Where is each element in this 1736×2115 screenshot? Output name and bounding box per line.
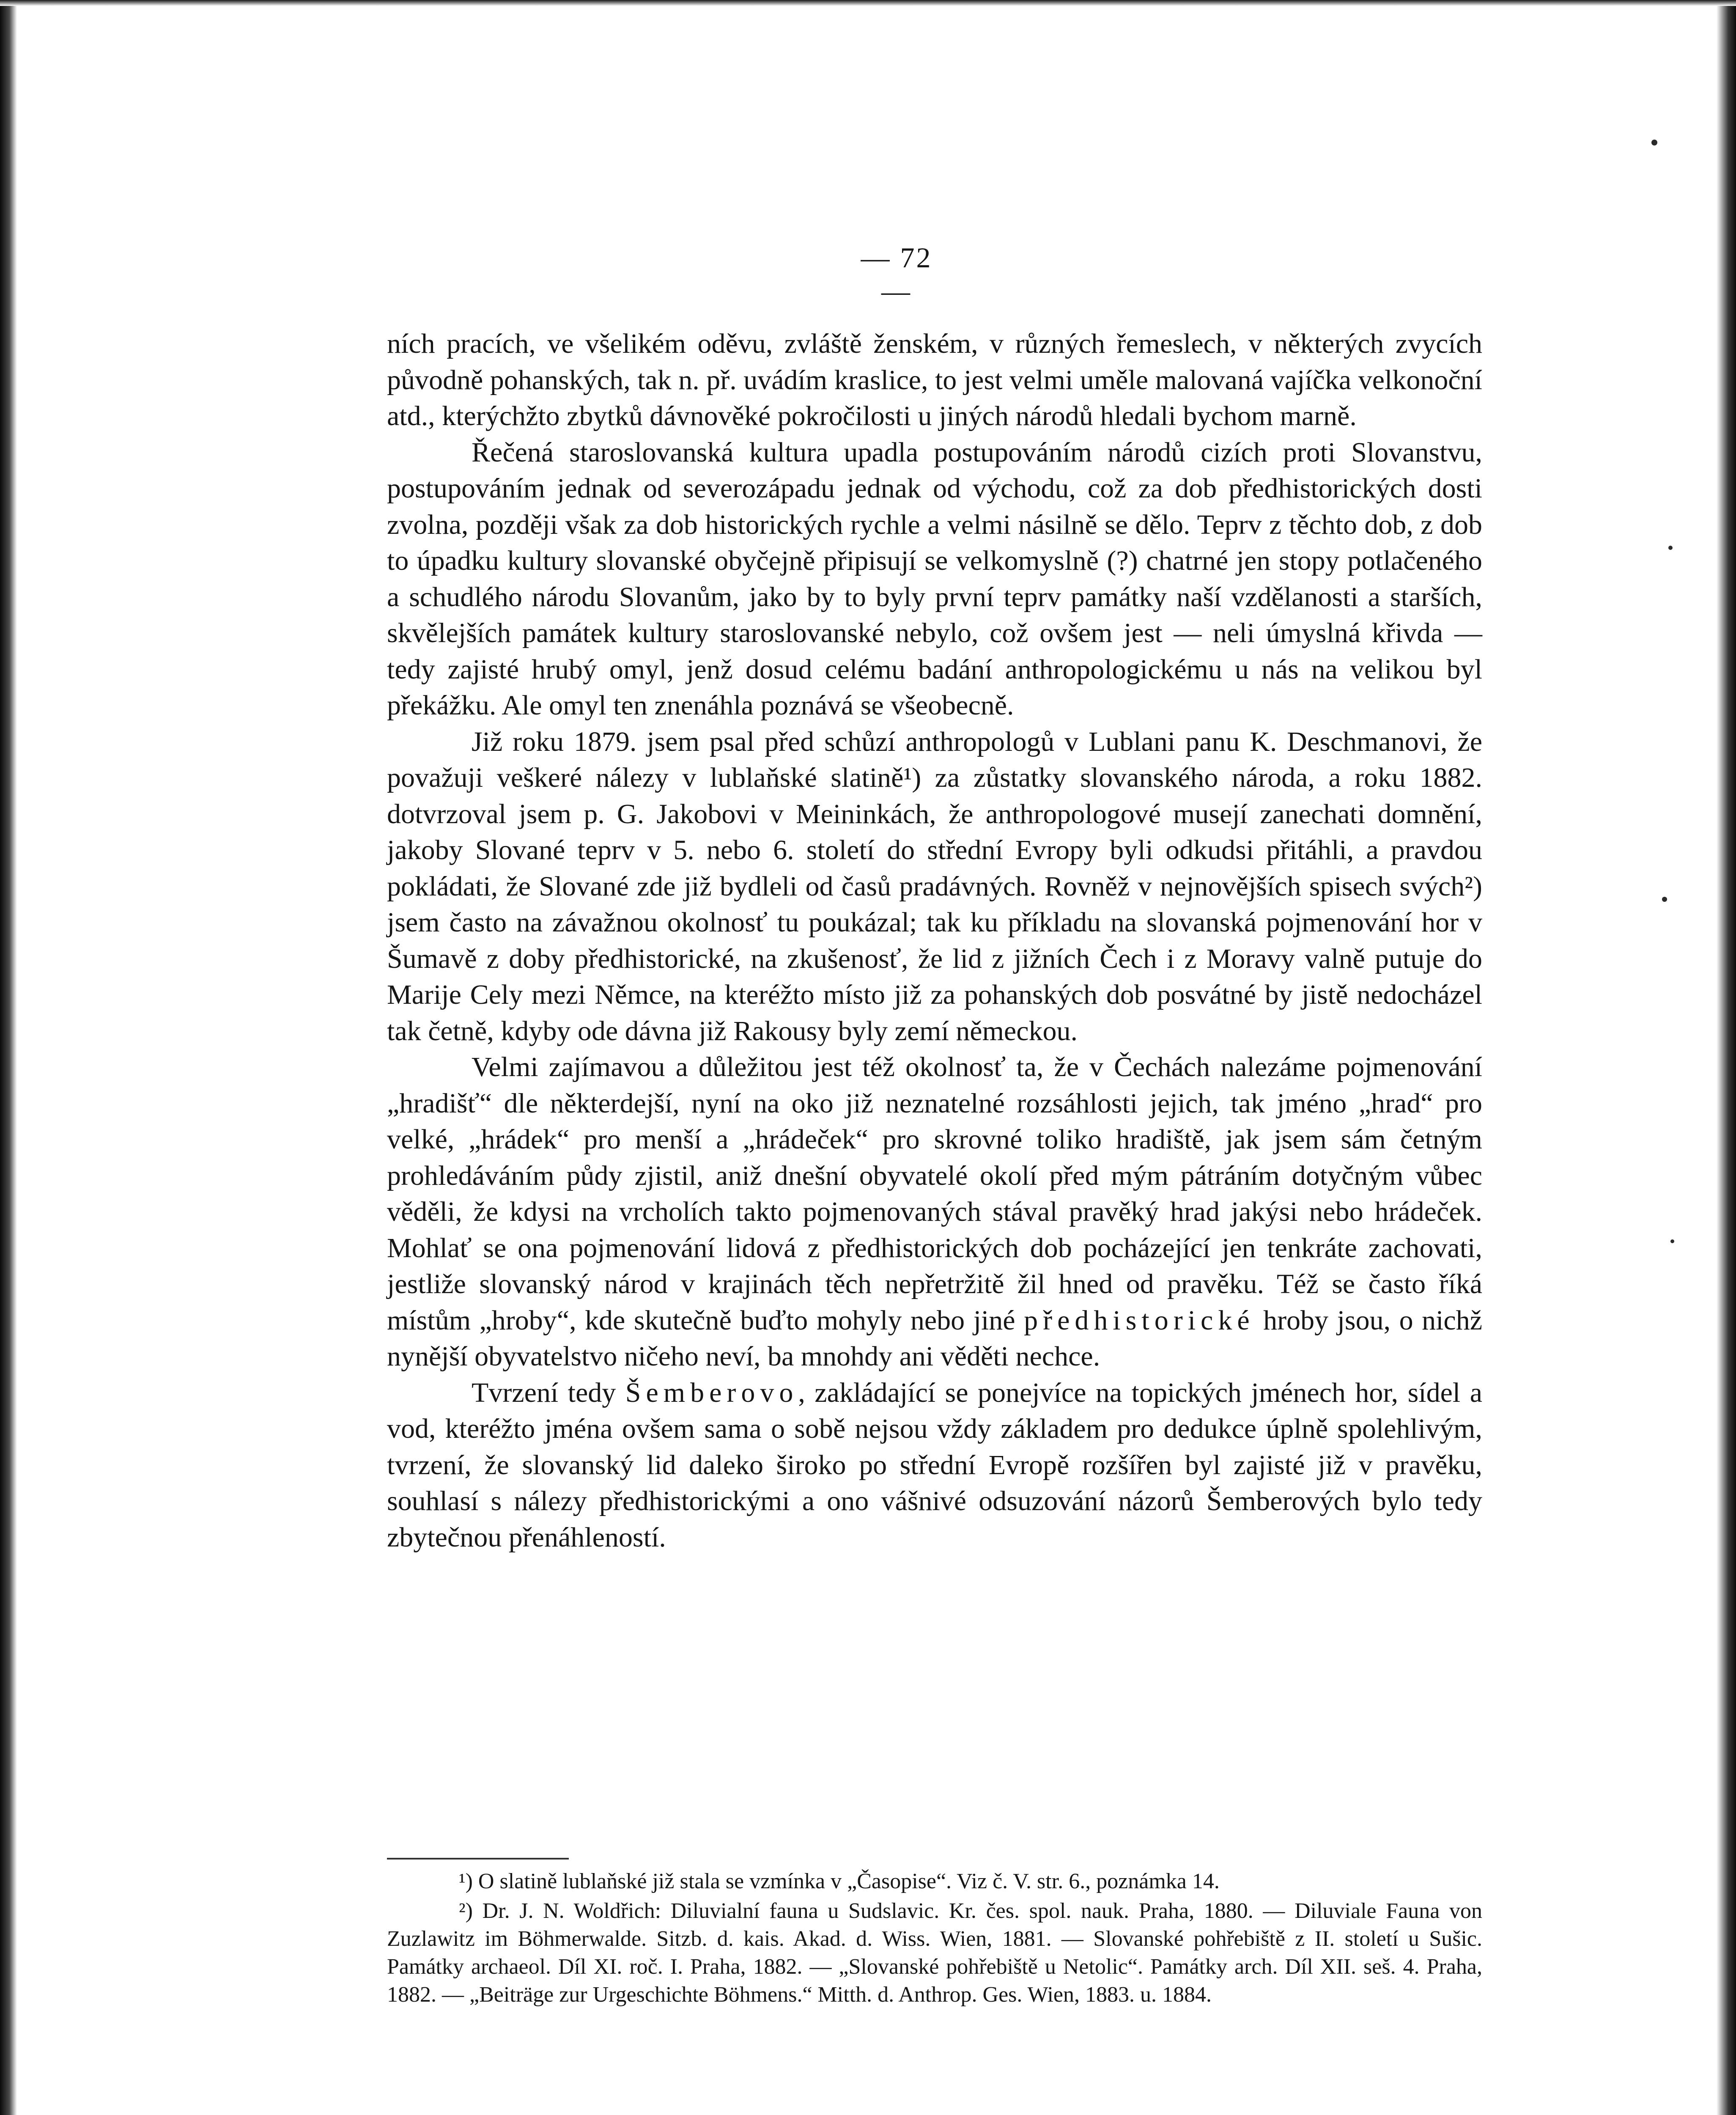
paragraph-text: Tvrzení tedy bbox=[472, 1377, 625, 1408]
scan-shadow-left bbox=[0, 0, 17, 2115]
paragraph bbox=[387, 1375, 1482, 1556]
paragraph-text: ních pracích, ve všelikém oděvu, zvláště ženském, v různých řemeslech, v některých zvycích původně pohanských, tak n. př. uvádím kraslice, to jest velmi uměle malovaná vajíčka velkonoční atd., kterýchžto zbytků dávnověké pokročilosti u jiných národů hledali bychom marně. bbox=[387, 328, 1482, 431]
scan-speck bbox=[1670, 1239, 1674, 1243]
footnote-divider bbox=[387, 1858, 569, 1860]
footnotes bbox=[387, 1868, 1482, 2011]
scan-speck bbox=[1662, 897, 1667, 902]
paragraph bbox=[387, 1049, 1482, 1375]
paragraph-text: Řečená staroslovanská kultura upadla postupováním národů cizích proti Slovanstvu, postupováním jednak od severozápadu jednak od východu, což za dob předhistorických dosti zvolna, později však za dob historických rychle a velmi násilně se dělo. Teprv z těchto dob, z dob to úpadku kultury slovanské obyčejně připisují se velkomyslně (?) chatrné jen stopy potlačeného a schudlého národu Slovanům, jako by to byly první teprv památky naší vzdělanosti a starších, skvělejších památek kultury staroslovanské nebylo, což ovšem jest — neli úmyslná křivda — tedy zajisté hrubý omyl, jenž dosud celému badání anthropologickému u nás na velikou byl překážku. Ale omyl ten znenáhla poznává se všeobecně. bbox=[387, 437, 1482, 721]
paragraph-text: Velmi zajímavou a důležitou jest též okolnosť ta, že v Čechách nalezáme pojmenování „hradišť“ dle některdejší, nyní na oko již neznatelné rozsáhlosti jejich, tak jméno „hrad“ pro velké, „hrádek“ pro menší a „hrádeček“ pro skrovné toliko hradiště, jak jsem sám četným prohledáváním půdy zjistil, aniž dnešní obyvatelé okolí před mým pátráním dotyčným vůbec věděli, že kdysi na vrcholích takto pojmenovaných stával pravěký hrad jakýsi nebo hrádeček. Mohlať se ona pojmenování lidová z předhistorických dob pocházející jen tenkráte zachovati, jestliže slovanský národ v krajinách těch nepřetržitě žil hned od pravěku. Též se často říká místům „hroby“, kde skutečně buďto mohyly nebo jiné bbox=[387, 1052, 1482, 1336]
scan-speck bbox=[1668, 546, 1673, 550]
body-text bbox=[387, 326, 1482, 1555]
footnote: ²) Dr. J. N. Woldřich: Diluvialní fauna u Sudslavic. Kr. čes. spol. nauk. Praha, 1880. — Diluviale Fauna von Zuzlawitz im Böhmerwalde. Sitzb. d. kais. Akad. d. Wiss. Wien, 1881. — Slovanské pohřebiště z II. století u Sušic. Památky archaeol. Díl XI. roč. I. Praha, 1882. — „Slovanské pohřebiště u Netolic“. Památky arch. Díl XII. seš. 4. Praha, 1882. — „Beiträge zur Urgeschichte Böhmens.“ Mitth. d. Anthrop. Ges. Wien, 1883. u. 1884. bbox=[387, 1899, 1482, 2007]
footnote: ¹) O slatině lublaňské již stala se vzmínka v „Časopise“. Viz č. V. str. 6., poznámka 14. bbox=[459, 1869, 1220, 1893]
scan-speck bbox=[1651, 140, 1657, 146]
scan-shadow-right bbox=[1717, 0, 1736, 2115]
spaced-emphasis: předhistorické bbox=[1024, 1305, 1255, 1336]
paragraph bbox=[387, 434, 1482, 724]
spaced-emphasis: Šemberovo bbox=[625, 1377, 798, 1408]
page-number: — 72 — bbox=[861, 242, 932, 307]
paragraph-text: , zakládající se ponejvíce na topických jménech hor, sídel a vod, kteréžto jména ovšem sama o sobě nejsou vždy základem pro dedukce úplně spolehlivým, tvrzení, že slovanský lid daleko široko po střední Evropě rozšířen byl zajisté již v pravěku, souhlasí s nálezy předhistorickými a ono vášnivé odsuzování názorů Šemberových bylo tedy zbytečnou přenáhleností. bbox=[387, 1377, 1483, 1553]
paragraph-text: hroby jsou, o nichž nynější obyvatelstvo ničeho neví, ba mnohdy ani věděti nechce. bbox=[387, 1305, 1482, 1372]
paragraph bbox=[387, 326, 1482, 434]
scan-shadow-top bbox=[0, 0, 1736, 6]
paragraph bbox=[387, 724, 1482, 1049]
paragraph-text: Již roku 1879. jsem psal před schůzí anthropologů v Lublani panu K. Deschmanovi, že považuji veškeré nálezy v lublaňské slatině¹) za zůstatky slovanského národa, a roku 1882. dotvrzoval jsem p. G. Jakobovi v Meininkách, že anthropologové musejí zanechati domnění, jakoby Slované teprv v 5. nebo 6. století do střední Evropy byli odkudsi přitáhli, a pravdou pokládati, že Slované zde již bydleli od časů pradávných. Rovněž v nejnovějších spisech svých²) jsem často na závažnou okolnosť tu poukázal; tak ku příkladu na slovanská pojmenování hor v Šumavě z doby předhistorické, na zkušenosť, že lid z jižních Čech i z Moravy valně putuje do Marije Cely mezi Němce, na kteréžto místo již za pohanských dob posvátné by jistě nedocházel tak četně, kdyby ode dávna již Rakousy byly zemí německou. bbox=[387, 726, 1482, 1047]
